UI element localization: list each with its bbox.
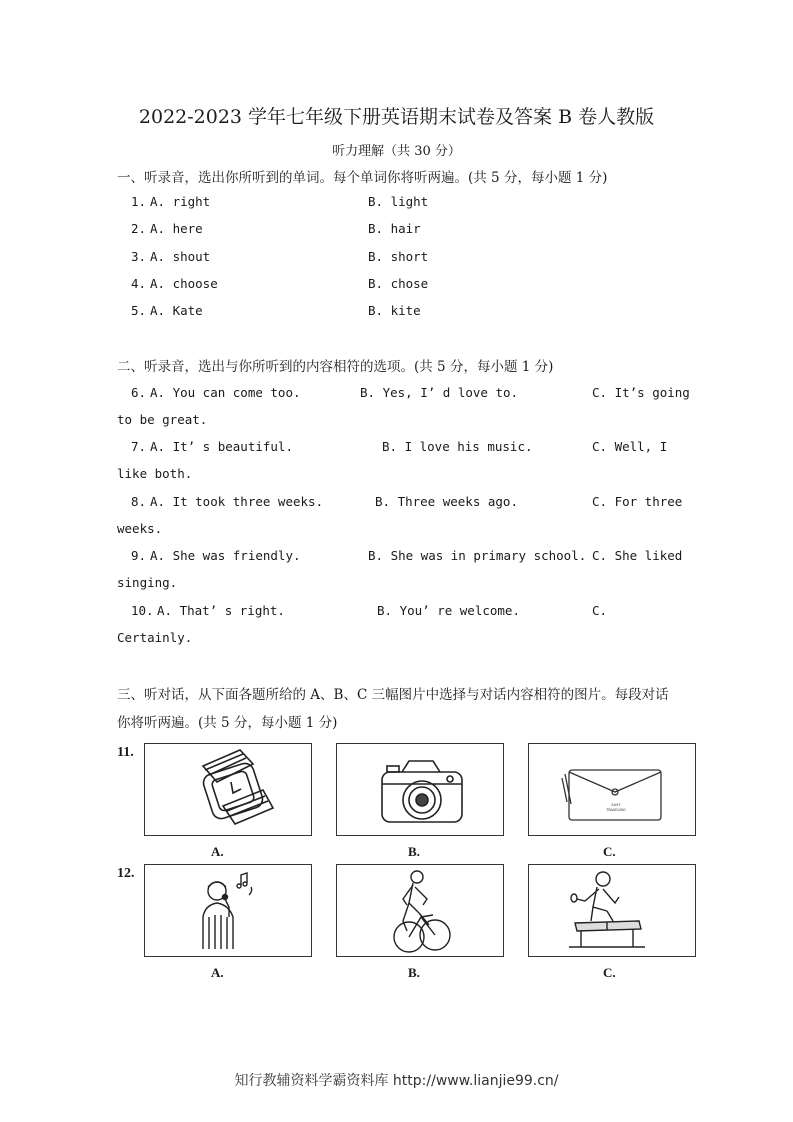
section1-heading: 一、听录音，选出你所听到的单词。每个单词你将听两遍。(共 5 分，每小题 1 分) (117, 170, 608, 186)
option-b: B. Three weeks ago. (375, 494, 518, 509)
option-b: B. She was in primary school. (368, 548, 587, 563)
wallet-icon (529, 744, 695, 835)
option-a: A. She was friendly. (150, 548, 301, 563)
option-c: C. Well, I (592, 439, 668, 454)
picture-label-c: C. (603, 844, 616, 859)
option-b: B. light (368, 194, 429, 209)
option-a: A. here (150, 221, 203, 236)
option-b: B. short (368, 249, 429, 264)
option-b: B. You’ re welcome. (377, 603, 520, 618)
watch-icon (145, 744, 311, 835)
picture-option-c[interactable] (528, 743, 696, 836)
picture-option-b[interactable] (336, 864, 504, 957)
question-11-number: 11. (117, 745, 134, 760)
page-title: 2022-2023 学年七年级下册英语期末试卷及答案 B 卷人教版 (138, 106, 655, 128)
option-a: A. shout (150, 249, 211, 264)
option-c: C. (592, 603, 608, 618)
section3-heading: 三、听对话，从下面各题所给的 A、B、C 三幅图片中选择与对话内容相符的图片。每段对话 (117, 687, 669, 703)
picture-label-a: A. (211, 844, 224, 859)
wallet-logo-line1: EASY (611, 803, 621, 807)
singing-boy-icon (145, 865, 311, 956)
option-b: B. Yes, I’ d love to. (360, 385, 519, 400)
option-b: B. chose (368, 276, 429, 291)
camera-icon (337, 744, 503, 835)
section2-heading: 二、听录音，选出与你所听到的内容相符的选项。(共 5 分，每小题 1 分) (117, 359, 554, 375)
option-a: A. It’ s beautiful. (150, 439, 293, 454)
question-number: 8. (131, 494, 147, 509)
picture-option-a[interactable] (144, 743, 312, 836)
question-number: 10. (131, 603, 154, 618)
question-number: 4. (131, 276, 147, 291)
option-b: B. kite (368, 303, 421, 318)
wallet-logo-line2: TRAVELING (606, 808, 626, 812)
picture-label-b: B. (408, 965, 420, 980)
cyclist-icon (337, 865, 503, 956)
question-number: 3. (131, 249, 147, 264)
option-c-continued: Certainly. (117, 630, 193, 645)
picture-label-a: A. (211, 965, 224, 980)
option-a: A. right (150, 194, 211, 209)
option-a: A. You can come too. (150, 385, 301, 400)
option-c-continued: to be great. (117, 412, 208, 427)
option-a: A. choose (150, 276, 218, 291)
option-a: A. That’ s right. (157, 603, 285, 618)
picture-label-c: C. (603, 965, 616, 980)
option-b: B. hair (368, 221, 421, 236)
picture-option-c[interactable] (528, 864, 696, 957)
question-number: 1. (131, 194, 147, 209)
question-number: 6. (131, 385, 147, 400)
footer-watermark: 知行教辅资料学霸资料库 http://www.lianjie99.cn/ (234, 1073, 559, 1089)
option-c: C. For three (592, 494, 683, 509)
option-c: C. She liked (592, 548, 683, 563)
question-number: 5. (131, 303, 147, 318)
option-c-continued: weeks. (117, 521, 163, 536)
option-c-continued: singing. (117, 575, 178, 590)
option-c-continued: like both. (117, 466, 193, 481)
option-b: B. I love his music. (382, 439, 533, 454)
question-number: 7. (131, 439, 147, 454)
ping-pong-player-icon (529, 865, 695, 956)
option-c: C. It’s going (592, 385, 690, 400)
question-12-number: 12. (117, 866, 135, 881)
picture-option-a[interactable] (144, 864, 312, 957)
option-a: A. It took three weeks. (150, 494, 324, 509)
question-number: 9. (131, 548, 147, 563)
option-a: A. Kate (150, 303, 203, 318)
question-number: 2. (131, 221, 147, 236)
page-subtitle: 听力理解（共 30 分） (332, 144, 461, 159)
picture-option-b[interactable] (336, 743, 504, 836)
picture-label-b: B. (408, 844, 420, 859)
section3-heading-line2: 你将听两遍。(共 5 分，每小题 1 分) (117, 715, 338, 731)
